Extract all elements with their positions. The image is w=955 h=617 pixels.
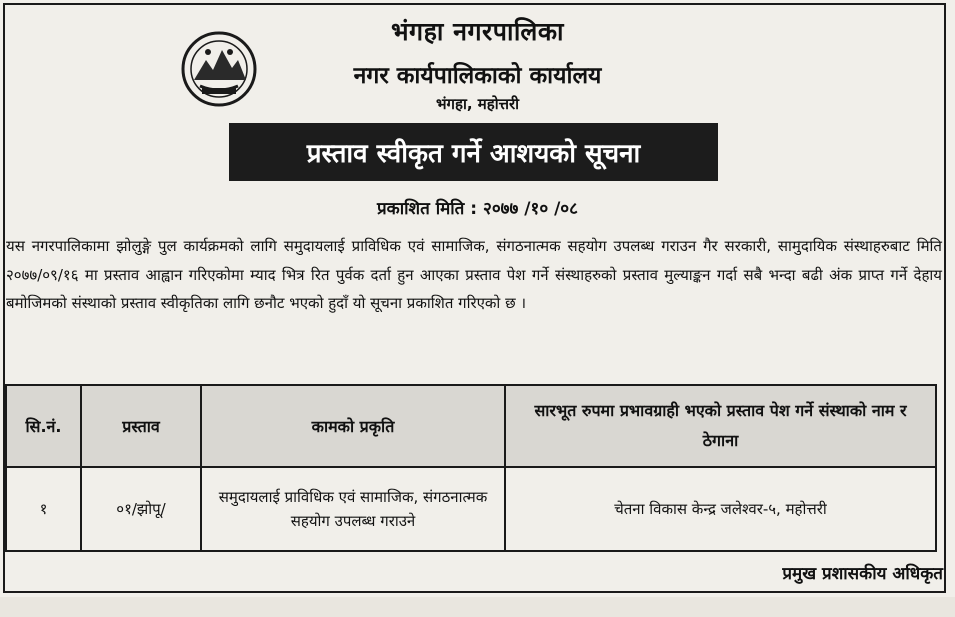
- header-work-nature: कामको प्रकृति: [201, 385, 505, 467]
- page-bottom-strip: [0, 597, 955, 617]
- award-table: [5, 384, 937, 552]
- table-header-row: [6, 385, 936, 467]
- publication-date: प्रकाशित मिति : २०७७ /१० /०८: [377, 199, 578, 219]
- header-organization: सारभूत रुपमा प्रभावग्राही भएको प्रस्ताव पेश गर्ने संस्थाको नाम र ठेगाना: [505, 385, 936, 467]
- office-location: भंगहा, महोत्तरी: [436, 95, 519, 113]
- cell-work-nature: समुदायलाई प्राविधिक एवं सामाजिक, संगठनात्मक सहयोग उपलब्ध गराउने: [201, 467, 505, 551]
- header-sn: सि.नं.: [6, 385, 81, 467]
- notice-title: प्रस्ताव स्वीकृत गर्ने आशयको सूचना: [229, 123, 718, 181]
- cell-organization: चेतना विकास केन्द्र जलेश्वर-५, महोत्तरी: [505, 467, 936, 551]
- table-row: [6, 467, 936, 551]
- office-name: नगर कार्यपालिकाको कार्यालय: [353, 63, 602, 89]
- notice-body: यस नगरपालिकामा झोलुङ्गे पुल कार्यक्रमको लागि समुदायलाई प्राविधिक एवं सामाजिक, संगठनात्मक सहयोग उपलब्ध गराउन गैर सरकारी, सामुदायिक संस्थाहरुबाट मिति २०७७/०९/१६ मा प्रस्ताव आह्वान गरिएकोमा म्याद भित्र रित पुर्वक दर्ता हुन आएका प्रस्ताव पेश गर्ने संस्थाहरुको प्रस्ताव मुल्याङ्कन गर्दा सबै भन्दा बढी अंक प्राप्त गर्ने देहाय बमोजिमको संस्थाको प्रस्ताव स्वीकृतिका लागि छनौट भएको हुदाँ यो सूचना प्रकाशित गरिएको छ ।: [6, 237, 942, 312]
- cell-proposal: ०१/झोपू/: [81, 467, 201, 551]
- municipality-name: भंगहा नगरपालिका: [390, 17, 565, 46]
- cell-sn: १: [6, 467, 81, 551]
- signatory-title: प्रमुख प्रशासकीय अधिकृत: [782, 564, 943, 584]
- header-proposal: प्रस्ताव: [81, 385, 201, 467]
